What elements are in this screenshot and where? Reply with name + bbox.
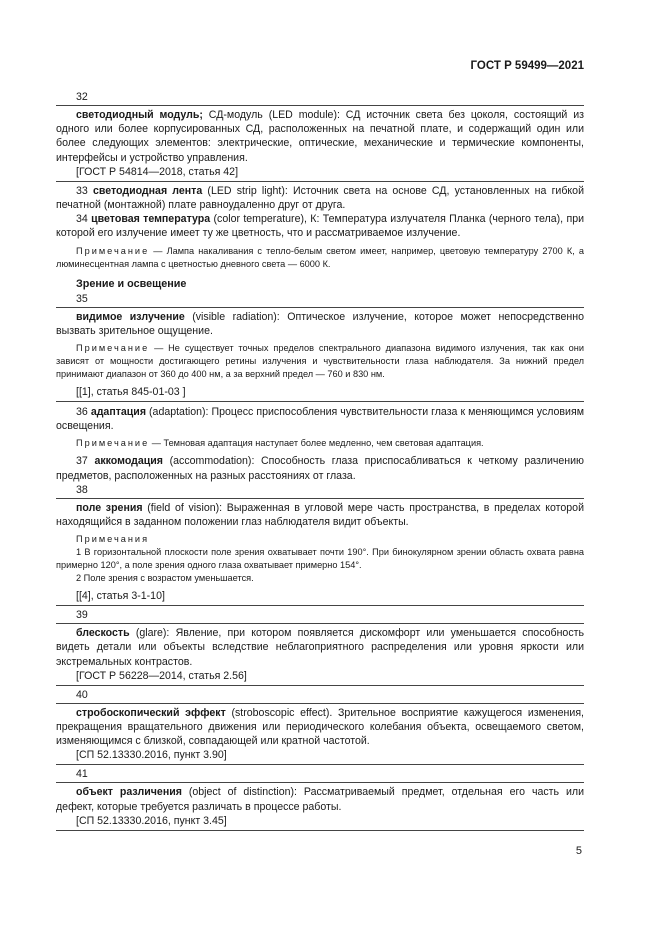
- term-name: видимое излучение: [76, 310, 185, 323]
- term-note: Примечание — Не существует точных пределов спектрального диапазона видимого излучения, так как они зависят от мощности достигающего ретины излучения и чувствительности глаза наблюдателя. За нижний предел принимают диапазон от 360 до 400 нм, а за верхний предел — 760 и 830 нм.: [56, 343, 584, 380]
- term-number: 35: [76, 292, 88, 305]
- page-number: 5: [575, 845, 582, 857]
- term-definition: стробоскопический эффект (stroboscopic effect). Зрительное восприятие кажущегося изменения, прекращения вращательного движения или периодического колебания объекта, освещаемого светом, изменяющимся с близкой, совпадающей или кратной частотой.: [56, 706, 584, 748]
- notes-heading: Примечания: [76, 534, 150, 545]
- term-name: адаптация: [90, 406, 147, 419]
- term-number: 32: [76, 91, 88, 103]
- term-number: 39: [76, 609, 88, 622]
- term-definition: блескость (glare): Явление, при котором появляется дискомфорт или уменьшается способность видеть детали или объекты вследствие неблагоприятного распределения или уровня яркости или экстремальных контрастов.: [56, 627, 584, 668]
- term-number: 38: [76, 483, 88, 496]
- term-number: 40: [76, 688, 88, 701]
- term-box: [56, 498, 584, 606]
- term-box: [56, 703, 584, 766]
- term-note: Примечание — Лампа накаливания с тепло-белым светом имеет, например, цветовую температуру 2700 К, а люминесцентная лампа с цветностью дневного света — 6000 К.: [56, 245, 584, 269]
- term-number: 41: [76, 768, 88, 781]
- term-definition: 36 адаптация (adaptation): Процесс приспособления чувствительности глаза к меняющимся условиям освещения.: [56, 406, 584, 433]
- term-definition: объект различения (object of distinction): Рассматриваемый предмет, отдельная его часть или дефект, которые требуется различать в процессе работы.: [56, 786, 585, 813]
- term-reference: [СП 52.13330.2016, пункт 3.90]: [76, 749, 227, 762]
- term-name: объект различения: [76, 786, 182, 799]
- term-definition: видимое излучение (visible radiation): Оптическое излучение, которое может непосредственно вызвать зрительное ощущение.: [56, 310, 584, 337]
- term-definition: светодиодный модуль; СД-модуль (LED module): СД источник света без цоколя, состоящий из одного или более корпусированных СД, расположенных на печатной плате, и содержащий один или более следующих элементов: электрические, оптические, механические и термические компоненты, интерфейсы и устройство управления.: [56, 109, 584, 164]
- document-body: [56, 90, 584, 831]
- term-reference: [[1], статья 845-01-03 ]: [76, 386, 186, 399]
- term-name: светодиодная лента: [92, 184, 203, 197]
- term-name: блескость: [76, 627, 130, 640]
- term-note: 2 Поле зрения с возрастом уменьшается.: [76, 573, 254, 584]
- term-definition: 33 светодиодная лента (LED strip light): Источник света на основе СД, установленных на гибкой печатной (монтажной) плате равноудаленно друг от друга.: [56, 184, 584, 212]
- term-reference: [ГОСТ Р 54814—2018, статья 42]: [76, 165, 239, 178]
- document-code: ГОСТ Р 59499—2021: [470, 60, 584, 72]
- term-box: [56, 782, 584, 830]
- term-reference: [ГОСТ Р 56228—2014, статья 2.56]: [76, 669, 247, 682]
- term-note: Примечание — Темновая адаптация наступает более медленно, чем световая адаптация.: [76, 438, 484, 449]
- term-reference: [[4], статья 3-1-10]: [76, 590, 165, 603]
- term-box: [56, 307, 584, 402]
- section-heading: Зрение и освещение: [76, 277, 187, 290]
- term-name: светодиодный модуль;: [76, 109, 203, 121]
- term-name: цветовая температура: [91, 213, 211, 226]
- term-name: аккомодация: [94, 455, 163, 468]
- term-reference: [СП 52.13330.2016, пункт 3.45]: [76, 814, 227, 827]
- term-definition: поле зрения (field of vision): Выраженная в угловой мере часть пространства, в пределах которой находящийся в заданном положении глаз наблюдателя видит объекты.: [56, 501, 584, 529]
- term-definition: 34 цветовая температура (color temperature), К: Температура излучателя Планка (черного тела), при которой его излучение имеет ту же цветность, что и рассматриваемое излучение.: [56, 213, 585, 240]
- term-name: стробоскопический эффект: [76, 706, 226, 719]
- term-box: [56, 105, 584, 182]
- term-definition: 37 аккомодация (accommodation): Способность глаза приспосабливаться к четкому различению предметов, расположенных на разных расстояниях от глаза.: [56, 455, 584, 482]
- term-name: поле зрения: [76, 501, 143, 514]
- term-box: [56, 623, 584, 686]
- term-note: 1 В горизонтальной плоскости поле зрения охватывает почти 190°. При бинокулярном зрении область охвата равна примерно 120°, а поле зрения одного глаза охватывает примерно 154°.: [56, 547, 584, 571]
